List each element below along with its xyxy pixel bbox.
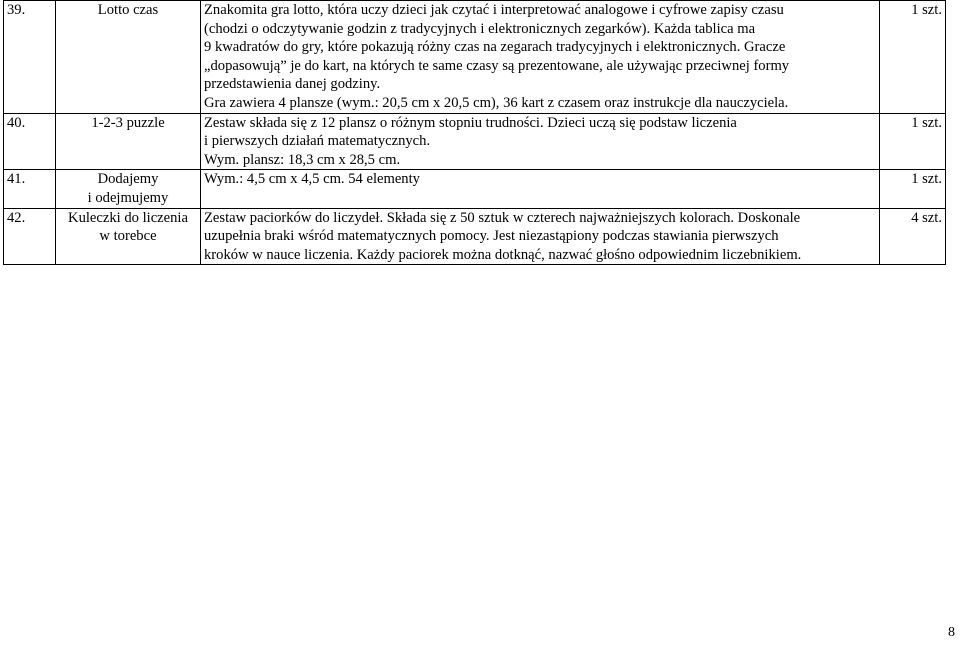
description-line: Gra zawiera 4 plansze (wym.: 20,5 cm x 20,5 cm), 36 kart z czasem oraz instrukcje dla nauczyciela. [204,94,789,111]
item-description [201,113,880,170]
item-name [56,208,201,265]
description-line: Wym. plansz: 18,3 cm x 28,5 cm. [204,151,401,168]
description-line: Zestaw składa się z 12 plansz o różnym stopniu trudności. Dzieci uczą się podstaw liczenia [204,114,737,131]
description-line: kroków w nauce liczenia. Każdy paciorek można dotknąć, nazwać głośno odpowiednim liczebnikiem. [204,246,802,263]
table-row [4,1,946,114]
description-line: Zestaw paciorków do liczydeł. Składa się z 50 sztuk w czterech najważniejszych kolorach. Doskonale [204,209,801,226]
item-name-line: w torebce [99,228,157,245]
item-quantity: 1 szt. [880,1,946,114]
description-line: „dopasowują” je do kart, na których te same czasy są prezentowane, ale używając przeciwnej formy [204,57,790,74]
description-line: (chodzi o odczytywanie godzin z tradycyjnych i elektronicznych zegarków). Każda tablica ma [204,20,756,37]
table-row [4,170,946,208]
page-number: 8 [948,625,955,640]
item-number: 39. [4,1,56,114]
item-name-line: Kuleczki do liczenia [68,209,188,226]
description-line: przedstawienia danej godziny. [204,76,381,93]
item-name: Lotto czas [56,1,201,114]
item-quantity: 1 szt. [880,170,946,208]
item-description [201,1,880,114]
item-quantity: 4 szt. [880,208,946,265]
item-name [56,170,201,208]
description-line: 9 kwadratów do gry, które pokazują różny czas na zegarach tradycyjnych i elektronicznych. Gracze [204,39,786,56]
item-number: 41. [4,170,56,208]
item-number: 40. [4,113,56,170]
item-name-line: Dodajemy [97,171,159,188]
item-quantity: 1 szt. [880,113,946,170]
item-name-line: i odejmujemy [87,189,169,206]
item-description [201,208,880,265]
product-table [3,0,946,265]
description-line: i pierwszych działań matematycznych. [204,133,431,150]
description-line: Znakomita gra lotto, która uczy dzieci jak czytać i interpretować analogowe i cyfrowe zapisy czasu [204,2,784,18]
description-line: Wym.: 4,5 cm x 4,5 cm. 54 elementy [204,171,420,188]
item-number: 42. [4,208,56,265]
item-description [201,170,880,208]
item-name: 1-2-3 puzzle [56,113,201,170]
table-row [4,208,946,265]
table-row [4,113,946,170]
description-line: uzupełnia braki wśród matematycznych pomocy. Jest niezastąpiony podczas stawiania pierwszych [204,228,779,245]
